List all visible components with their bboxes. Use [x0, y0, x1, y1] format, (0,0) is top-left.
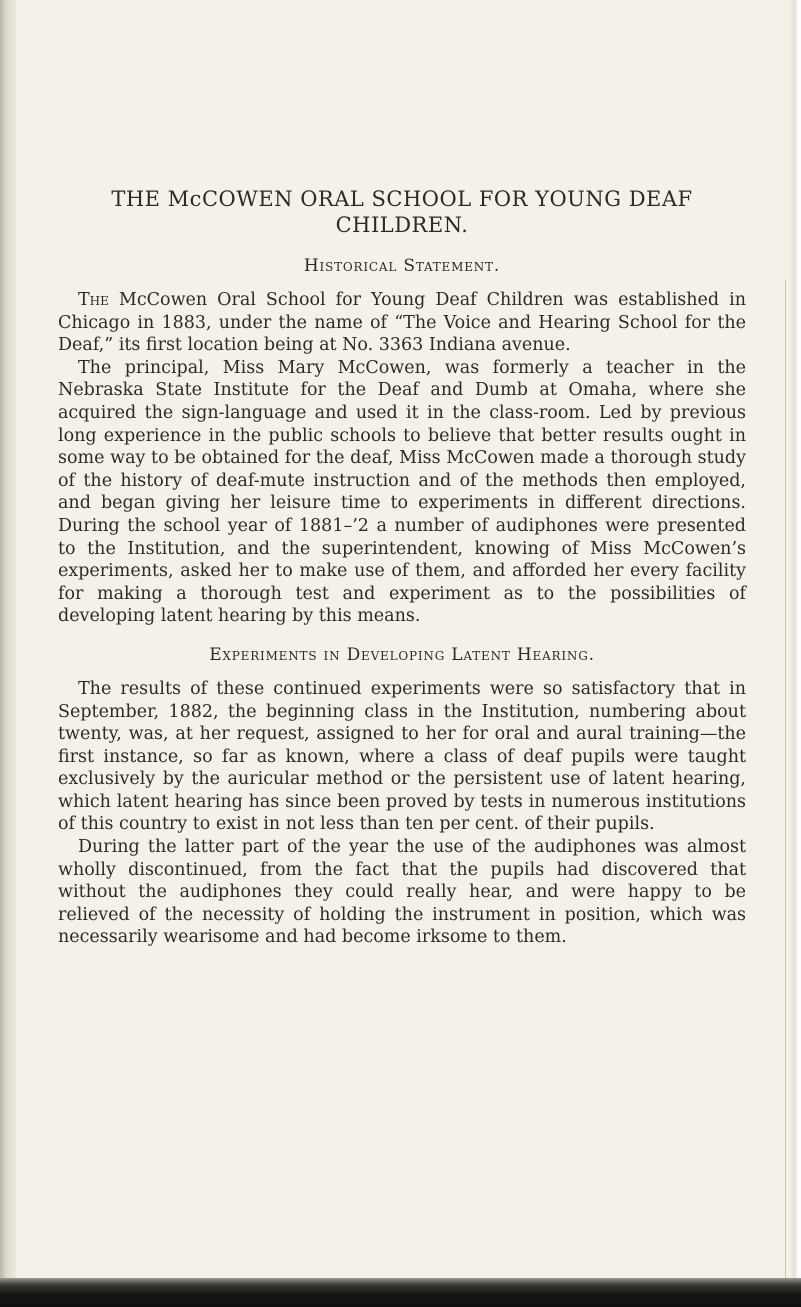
page-binding-shadow	[0, 0, 16, 1307]
paragraph	[58, 289, 746, 357]
paragraph-text: During the latter part of the year the use of the audiphones was almost wholly discontinued, from the fact that the pupils had discovered that without the audiphones they could really hear, and were happy to be relieved of the necessity of holding the instrument in position, which was necessarily wearisome and had become irksome to them.	[58, 837, 746, 948]
paragraph	[58, 678, 746, 836]
paragraph-text: The results of these continued experiments were so satisfactory that in September, 1882, the beginning class in the Institution, numbering about twenty, was, at her request, assigned to her for oral and aural training—the first instance, so far as known, where a class of deaf pupils were taught exclusively by the auricular method or the persistent use of latent hearing, which latent hearing has since been proved by tests in numerous institutions of this country to exist in not less than ten per cent. of their pupils.	[58, 678, 746, 835]
page-bottom-edge	[0, 1278, 801, 1307]
section-experiments	[58, 644, 746, 949]
paragraph-text: The principal, Miss Mary McCowen, was formerly a teacher in the Nebraska State Institute for the Deaf and Dumb at Omaha, where she acquired the sign-language and used it in the class-room. Led by previous long experience in the public schools to believe that better results ought in some way to be obtained for the deaf, Miss McCowen made a thorough study of the history of deaf-mute instruction and of the methods then employed, and began giving her leisure time to experiments in different directions. During the school year of 1881–’2 a number of audiphones were presented to the Institution, and the superintendent, knowing of Miss McCowen’s experiments, asked her to make use of them, and afforded her every facility for making a thorough test and experiment as to the possibilities of developing latent hearing by this means.	[58, 357, 746, 627]
section-heading: Historical Statement.	[303, 256, 501, 276]
paragraph-lead-word: The	[78, 290, 109, 310]
section-heading: Experiments in Developing Latent Hearing.	[209, 644, 595, 665]
page-edge-shadow	[789, 0, 801, 1307]
document-title: THE McCOWEN ORAL SCHOOL FOR YOUNG DEAF CHILDREN.	[111, 187, 693, 237]
paragraph	[58, 357, 746, 628]
section-historical-statement	[58, 255, 746, 628]
document-body	[58, 186, 746, 949]
paragraph-text: McCowen Oral School for Young Deaf Children was established in Chicago in 1883, under the name of “The Voice and Hearing School for the Deaf,” its first location being at No. 3363 Indiana avenue.	[58, 290, 746, 356]
paragraph	[58, 836, 746, 949]
page-fold-line	[785, 280, 786, 1280]
